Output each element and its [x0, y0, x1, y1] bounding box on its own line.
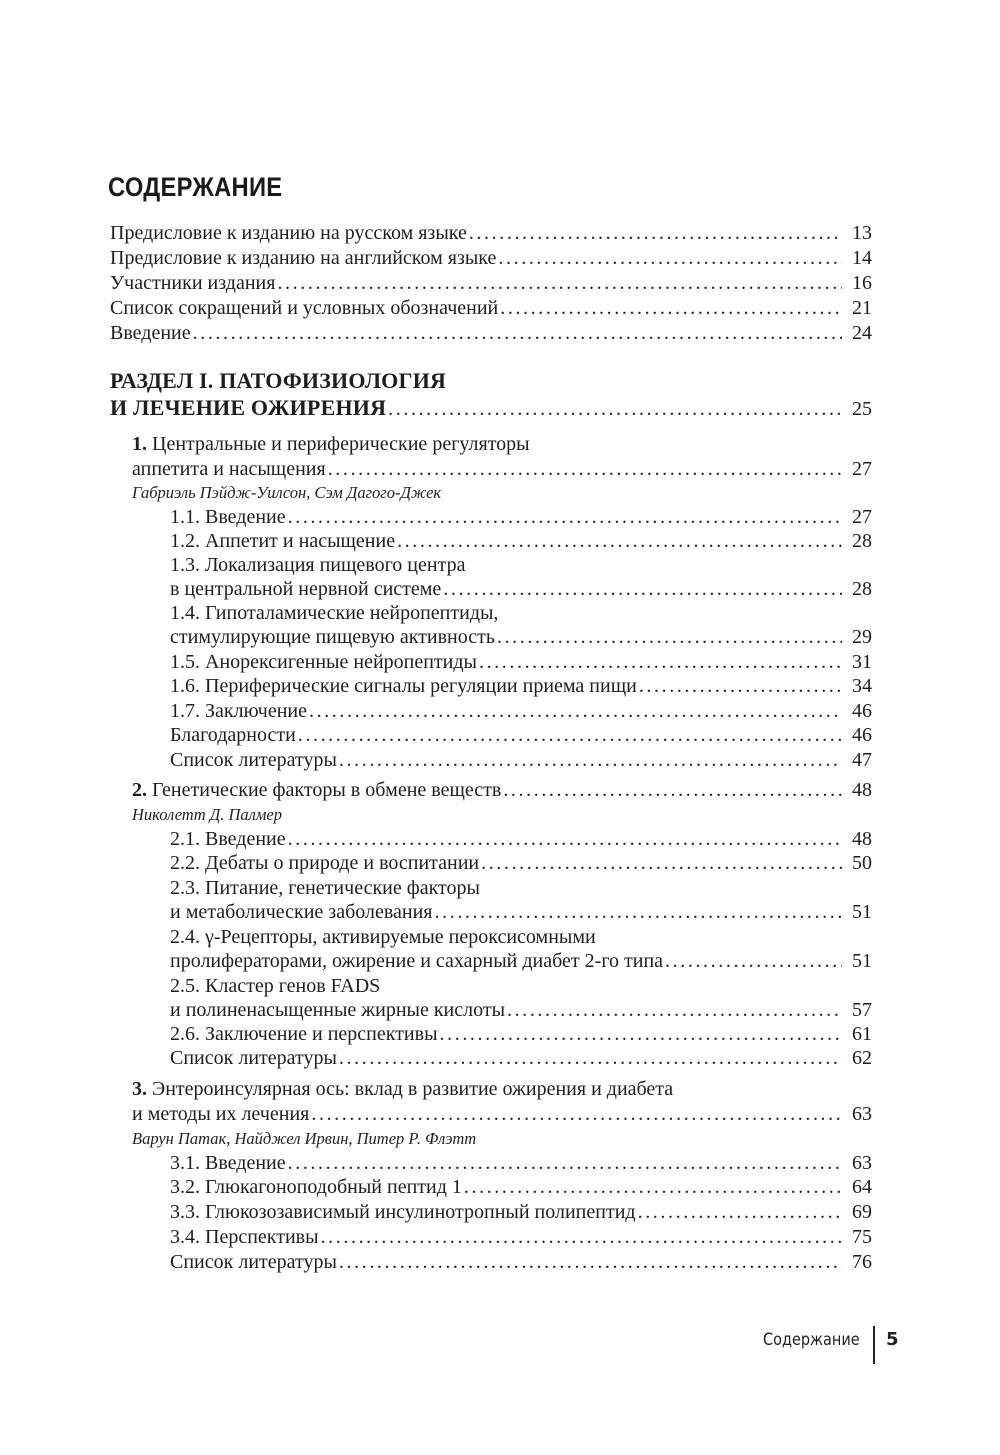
toc-entry[interactable]: [0, 221, 1000, 246]
toc-entry-page: 27: [852, 506, 872, 528]
leader-dots: [503, 778, 842, 803]
leader-dots: [435, 900, 842, 925]
toc-entry[interactable]: [0, 778, 1000, 803]
toc-entry-label-line1: 2.3. Питание, генетические факторы: [170, 877, 480, 899]
chapter-title-line1: Центральные и периферические регуляторы: [152, 433, 530, 455]
toc-entry-label: 2.2. Дебаты о природе и воспитании: [170, 852, 480, 874]
toc-entry-page: 28: [852, 530, 872, 552]
toc-entry-label: 3.4. Перспективы: [170, 1226, 319, 1248]
leader-dots: [321, 1225, 842, 1250]
toc-entry-label: 2.6. Заключение и перспективы: [170, 1023, 438, 1045]
page-title: СОДЕРЖАНИЕ: [108, 172, 283, 202]
toc-entry-label: Благодарности: [170, 724, 296, 746]
toc-entry-page: 28: [852, 578, 872, 600]
toc-entry-label-line1: 1.4. Гипоталамические нейропептиды,: [170, 602, 499, 624]
leader-dots: [298, 723, 842, 748]
toc-entry[interactable]: [0, 577, 1000, 602]
toc-entry-label: Предисловие к изданию на русском языке: [110, 222, 467, 244]
toc-entry-label: 2.1. Введение: [170, 828, 286, 850]
toc-entry-page: 75: [852, 1226, 872, 1248]
page-footer: [0, 1326, 1000, 1366]
toc-entry-page: 57: [852, 999, 872, 1021]
toc-entry-page: 61: [852, 1023, 872, 1045]
toc-entry-label: 1.6. Периферические сигналы регуляции приема пищи: [170, 675, 637, 697]
toc-entry-page: 64: [852, 1176, 872, 1198]
toc-entry-page: 29: [852, 626, 872, 648]
leader-dots: [339, 748, 842, 773]
chapter-authors: Варун Патак, Найджел Ирвин, Питер Р. Флэтт: [132, 1129, 477, 1148]
running-title: Содержание: [763, 1330, 860, 1350]
leader-dots: [481, 851, 842, 876]
toc-entry-label-line2: и метаболические заболевания: [170, 901, 433, 923]
toc-entry-page: 25: [852, 398, 872, 420]
leader-dots: [500, 296, 842, 321]
toc-entry-label: 1.5. Анорексигенные нейропептиды: [170, 651, 477, 673]
leader-dots: [311, 1102, 842, 1127]
leader-dots: [507, 998, 842, 1023]
chapter-title-line1: Энтероинсулярная ось: вклад в развитие ожирения и диабета: [152, 1078, 674, 1100]
toc-entry-label: 3.1. Введение: [170, 1152, 286, 1174]
toc-entry-page: 13: [852, 222, 872, 244]
toc-entry-page: 63: [852, 1103, 872, 1125]
chapter-authors: Николетт Д. Палмер: [132, 805, 282, 824]
toc-entry[interactable]: [0, 1175, 1000, 1200]
toc-entry[interactable]: [0, 1225, 1000, 1250]
toc-entry[interactable]: [0, 271, 1000, 296]
toc-entry-label: Список сокращений и условных обозначений: [110, 297, 499, 319]
toc-entry-page: 27: [852, 458, 872, 480]
toc-entry-page: 69: [852, 1201, 872, 1223]
leader-dots: [665, 949, 842, 974]
leader-dots: [193, 321, 842, 346]
toc-entry-page: 46: [852, 724, 872, 746]
chapter-number: 2.: [132, 779, 147, 801]
toc-entry-label: 3.3. Глюкозозависимый инсулинотропный полипептид: [170, 1201, 636, 1223]
toc-entry-label: 3.2. Глюкагоноподобный пептид 1: [170, 1176, 462, 1198]
leader-dots: [443, 577, 842, 602]
leader-dots: [638, 1200, 842, 1225]
page-number: 5: [886, 1329, 899, 1350]
toc-entry[interactable]: [0, 900, 1000, 925]
leader-dots: [639, 674, 842, 699]
toc-entry-page: 48: [852, 779, 872, 801]
toc-entry-label: 1.1. Введение: [170, 506, 286, 528]
chapter-title-line1: Генетические факторы в обмене веществ: [152, 779, 502, 801]
chapter-authors: Габриэль Пэйдж-Уилсон, Сэм Дагого-Джек: [132, 483, 442, 502]
chapter-title-line2: и методы их лечения: [132, 1103, 310, 1125]
toc-entry-label-line2: в центральной нервной системе: [170, 578, 442, 600]
chapter-number: 1.: [132, 433, 147, 455]
toc-entry[interactable]: [0, 949, 1000, 974]
leader-dots: [479, 650, 842, 675]
toc-entry[interactable]: [0, 505, 1000, 530]
toc-entry-page: 34: [852, 675, 872, 697]
toc-section-entry[interactable]: [0, 395, 1000, 420]
leader-dots: [464, 1175, 842, 1200]
toc-entry[interactable]: [0, 1022, 1000, 1047]
toc-entry[interactable]: [0, 529, 1000, 554]
toc-entry-label: 1.2. Аппетит и насыщение: [170, 530, 396, 552]
toc-entry-page: 46: [852, 700, 872, 722]
toc-entry[interactable]: [0, 1046, 1000, 1071]
toc-entry[interactable]: [0, 851, 1000, 876]
toc-entry-page: 14: [852, 247, 872, 269]
leader-dots: [328, 457, 842, 482]
toc-entry[interactable]: [0, 321, 1000, 346]
toc-entry-label: Введение: [110, 322, 191, 344]
toc-entry-page: 24: [852, 322, 872, 344]
toc-entry[interactable]: [0, 1250, 1000, 1275]
toc-entry-label: Участники издания: [110, 272, 276, 294]
toc-entry[interactable]: [0, 748, 1000, 773]
leader-dots: [288, 1151, 842, 1176]
leader-dots: [309, 699, 842, 724]
section-heading-line1: РАЗДЕЛ I. ПАТОФИЗИОЛОГИЯ: [110, 368, 447, 393]
toc-entry-page: 62: [852, 1047, 872, 1069]
toc-entry-label-line1: 1.3. Локализация пищевого центра: [170, 554, 466, 576]
toc-entry-page: 76: [852, 1251, 872, 1273]
toc-entry-page: 50: [852, 852, 872, 874]
toc-entry[interactable]: [0, 674, 1000, 699]
toc-entry[interactable]: [0, 246, 1000, 271]
toc-entry-page: 48: [852, 828, 872, 850]
toc-entry[interactable]: [0, 296, 1000, 321]
toc-entry-page: 47: [852, 749, 872, 771]
toc-entry[interactable]: [0, 1151, 1000, 1176]
toc-entry-page: 51: [852, 950, 872, 972]
toc-entry[interactable]: [0, 723, 1000, 748]
section-heading-line2: И ЛЕЧЕНИЕ ОЖИРЕНИЯ: [110, 395, 387, 420]
toc-entry-page: 31: [852, 651, 872, 673]
leader-dots: [339, 1250, 842, 1275]
toc-entry[interactable]: [0, 650, 1000, 675]
toc-entry[interactable]: [0, 699, 1000, 724]
toc-entry[interactable]: [0, 1102, 1000, 1127]
toc-entry-label-line2: стимулирующие пищевую активность: [170, 626, 495, 648]
toc-entry[interactable]: [0, 998, 1000, 1023]
chapter-title-line2: аппетита и насыщения: [132, 458, 326, 480]
toc-entry-page: 63: [852, 1152, 872, 1174]
toc-entry[interactable]: [0, 827, 1000, 852]
toc-entry-label: Список литературы: [170, 749, 337, 771]
toc-entry[interactable]: [0, 457, 1000, 482]
leader-dots: [339, 1046, 842, 1071]
toc-entry-label-line1: 2.4. γ-Рецепторы, активируемые пероксисомными: [170, 926, 596, 948]
toc-entry-label: 1.7. Заключение: [170, 700, 307, 722]
chapter-title[interactable]: [132, 1077, 673, 1102]
toc-entry-page: 51: [852, 901, 872, 923]
toc-entry-page: 21: [852, 297, 872, 319]
leader-dots: [397, 529, 842, 554]
toc-entry-label-line1: 2.5. Кластер генов FADS: [170, 975, 381, 997]
toc-entry-label-line2: пролифераторами, ожирение и сахарный диабет 2-го типа: [170, 950, 664, 972]
leader-dots: [288, 505, 842, 530]
leader-dots: [498, 246, 842, 271]
toc-entry-label: Список литературы: [170, 1251, 337, 1273]
leader-dots: [277, 271, 842, 296]
leader-dots: [497, 625, 842, 650]
toc-entry-label: Список литературы: [170, 1047, 337, 1069]
toc-entry-page: 16: [852, 272, 872, 294]
toc-entry-label-line2: и полиненасыщенные жирные кислоты: [170, 999, 506, 1021]
toc-entry[interactable]: [0, 625, 1000, 650]
leader-dots: [388, 397, 842, 422]
chapter-title[interactable]: [132, 432, 530, 457]
footer-divider: [873, 1326, 875, 1364]
leader-dots: [440, 1022, 842, 1047]
toc-entry-label: Предисловие к изданию на английском языке: [110, 247, 497, 269]
leader-dots: [469, 221, 842, 246]
leader-dots: [288, 827, 842, 852]
toc-entry[interactable]: [0, 1200, 1000, 1225]
chapter-number: 3.: [132, 1078, 147, 1100]
